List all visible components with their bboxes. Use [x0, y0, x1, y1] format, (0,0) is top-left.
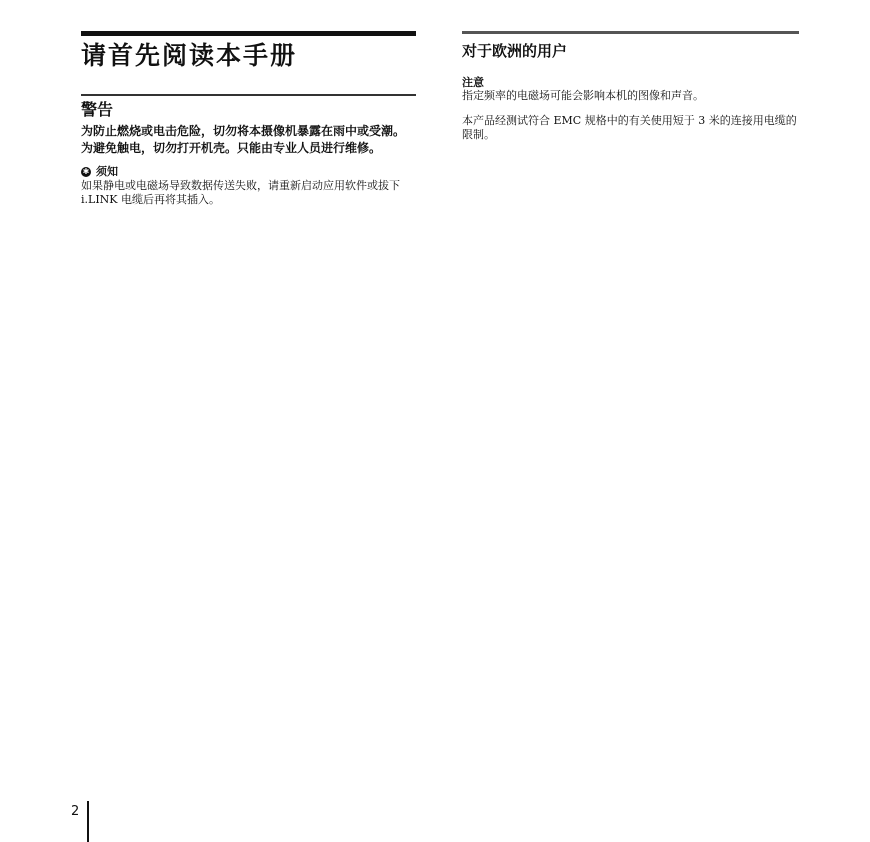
- page-number-bar: [87, 801, 89, 842]
- note-heading-row: [81, 165, 416, 179]
- europe-rule: [462, 31, 799, 34]
- warning-text-1: 为防止燃烧或电击危险，切勿将本摄像机暴露在雨中或受潮。: [81, 124, 406, 138]
- page-number: 2: [71, 804, 80, 819]
- note-text: 如果静电或电磁场导致数据传送失败，请重新启动应用软件或拔下 i.LINK 电缆后再将其插入。: [81, 179, 400, 206]
- warning-heading: 警告: [81, 100, 114, 119]
- title-rule: [81, 31, 416, 36]
- caution-heading: 注意: [462, 76, 484, 89]
- page-title: 请首先阅读本手册: [81, 41, 298, 70]
- warning-text-2: 为避免触电，切勿打开机壳。只能由专业人员进行维修。: [81, 141, 382, 155]
- emc-text: 本产品经测试符合 EMC 规格中的有关使用短于 3 米的连接用电缆的限制。: [462, 114, 797, 141]
- left-column: [81, 31, 416, 207]
- warning-rule: [81, 94, 416, 96]
- notice-icon: ✱: [82, 167, 90, 176]
- caution-text: 指定频率的电磁场可能会影响本机的图像和声音。: [462, 89, 704, 102]
- right-column: [462, 31, 799, 142]
- europe-heading: 对于欧洲的用户: [462, 42, 568, 60]
- note-heading: 须知: [96, 165, 118, 178]
